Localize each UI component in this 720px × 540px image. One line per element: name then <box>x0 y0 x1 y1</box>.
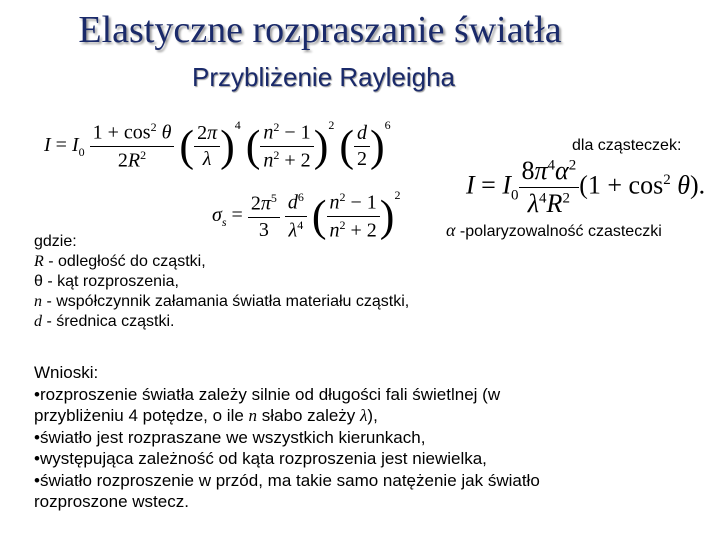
conclusion-line: •rozproszenie światła zależy silnie od długości fali świetlnej (w <box>34 384 501 404</box>
alpha-symbol: α <box>446 220 456 240</box>
page-title: Elastyczne rozpraszanie światła <box>78 9 562 51</box>
conclusions-heading: Wnioski: <box>34 363 99 382</box>
legend-intro: gdzie: <box>34 233 77 250</box>
legend <box>34 232 409 332</box>
conclusion-line: •światło jest rozpraszane we wszystkich kierunkach, <box>34 427 426 447</box>
conclusions <box>34 362 540 513</box>
legend-line-n: n - współczynnik załamania światła materiału cząstki, <box>34 293 410 310</box>
alpha-desc: -polaryzowalność czasteczki <box>455 223 662 240</box>
conclusion-line: •światło rozproszenie w przód, ma takie samo natężenie jak światło <box>34 470 540 490</box>
legend-line-theta: θ - kąt rozproszenia, <box>34 273 179 290</box>
intensity-formula: $I = I_0$ $\frac{1 + \cos^2 \theta}{2R^2}$ ( $\frac{2\pi}{\lambda}$ )$^4$ ( $\frac{n^2 - 1}{n^2 + 2}$ )$^2$ ( $\frac{d}{2}$ )$^6$ <box>44 118 391 172</box>
conclusion-line: rozproszone wstecz. <box>34 492 189 511</box>
legend-line-r: R - odległość do cząstki, <box>34 253 206 270</box>
molecule-label: dla cząsteczek: <box>572 137 682 154</box>
cross-section-formula: $\sigma_s$ = $\frac{2\pi^5}{3}$ $\frac{d^6}{\lambda^4}$ ( $\frac{n^2 - 1}{n^2 + 2}$ )$^2$ <box>212 188 401 242</box>
page-subtitle: Przybliżenie Rayleigha <box>192 62 456 92</box>
molecule-formula: $I = I_0$ $\frac{8\pi^4\alpha^2}{\lambda^4R^2}$ $(1 + \cos^2 \theta)$. <box>466 156 706 218</box>
alpha-description <box>446 220 662 242</box>
legend-line-d: d - średnica cząstki. <box>34 313 175 330</box>
conclusion-line: przybliżeniu 4 potędze, o ile n słabo zależy λ), <box>34 406 378 425</box>
conclusion-line: •występująca zależność od kąta rozproszenia jest niewielka, <box>34 449 487 468</box>
